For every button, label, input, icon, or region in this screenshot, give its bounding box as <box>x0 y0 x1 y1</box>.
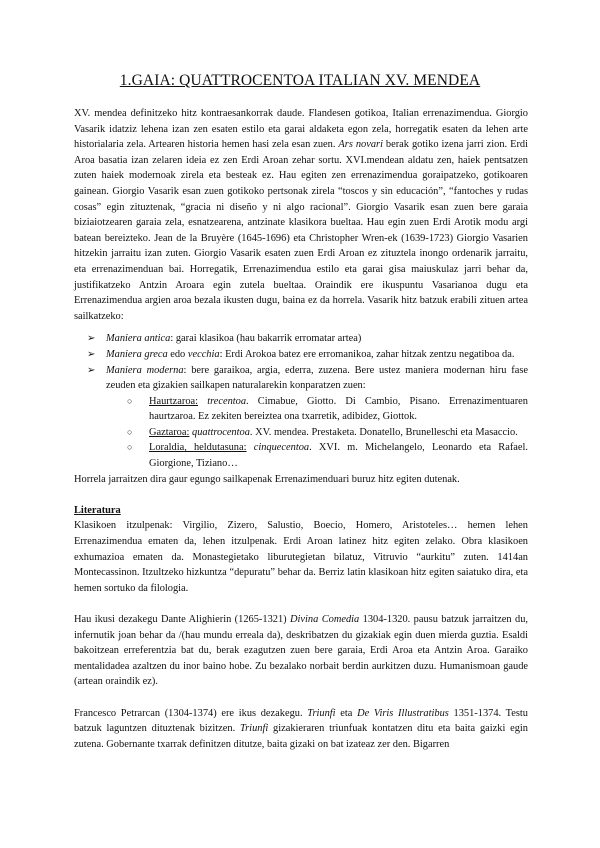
arrowhead-bullet-icon: ➢ <box>87 348 96 360</box>
sublist-item <box>127 394 528 425</box>
document-body <box>74 106 528 752</box>
de-viris-title: De Viris Illustratibus <box>357 707 449 719</box>
arrowhead-bullet-icon: ➢ <box>87 364 96 376</box>
section-heading-literatura: Literatura <box>74 504 121 516</box>
literatura-paragraph-3 <box>74 706 528 753</box>
maniera-list <box>74 331 528 471</box>
circle-bullet-icon: ○ <box>127 442 133 453</box>
phase-label: Haurtzaroa: <box>149 395 199 407</box>
page-title: 1.GAIA: QUATTROCENTOA ITALIAN XV. MENDEA <box>119 72 481 89</box>
phase-sublist <box>106 394 528 472</box>
triunfi-title: Triunfi <box>307 707 336 719</box>
maniera-moderna-term: Maniera moderna <box>106 364 184 376</box>
petrarca-connector: eta <box>335 707 358 719</box>
list-item <box>87 331 528 347</box>
intro-paragraph <box>74 106 528 324</box>
intro-text-2: berak gotiko izena jarri zion. Erdi Aroa basatia izan zelaren ideia ez zen Erdi Aroan zehar sortu. XVI.mendean aldatu zen, haiek pentsatzen zuten haiek modernoak zirela eta besteak ez. Hau egiten zen errenazimendua goraipatzeko, gotikoaren gainean. Giorgio Vasarik esan zuen gotikoko pertsonak zirela “toscos y sin educación”, “fantoches y rudas cosas” egin zituztenak, “gracia ni diseño y ni algo racional”. Giorgio Vasarik esan zuen bere garaia biziaiotzearen garaia zela, esnatzearena, antzinate klasikora bueltaa. Hau egin zuen Erdi Arotik modu argi batean bereizteko. Jean de la Bruyère (1645-1696) eta Christopher Wren-ek (1639-1723) Giorgio Vasarien hitzekin jarraitu izan zuten. Giorgio Vasarik esaten zuen Erdi Aroan ez zituztela inongo ordenarik jarraitu, eta errenazimenduan bai. Horregatik, Errenazimendua estilo eta garai gisa maiuskulaz jarri behar da, justifikatzeko Antzin Aroara egin zutela bueltaa. Oraindik ere ikuspuntu Vasarianoa dugu eta Errenazimendua argien aroa bezala ikusten dugu, baina ez da horrela. Vasarik hitz batzuk erabili zituen artea sailkatzeko: <box>74 139 528 322</box>
dante-text-rest: 1304-1320. pausu batzuk jarraitzen du, infernutik joan behar da /(hau mundu erreala da), deskribatzen du gizakiak egin duen mierda guztia. Esaldi bakoitzean erreferentzia bat du, berak ezagutzen zuen bere garaia, Erdi Aroa eta Antzin Aroa. Garaiko mentalidadea azaltzen du inor baino hobe. Zu bezalako norbait berdin aurkitzen duzu. Humanismoan gaude (artean oraindik ez). <box>74 614 528 688</box>
sublist-item <box>127 425 528 441</box>
divina-comedia-title: Divina Comedia <box>290 614 360 625</box>
vecchia-term: vecchia <box>187 348 220 360</box>
arrowhead-bullet-icon: ➢ <box>87 333 96 345</box>
phase-label: Gaztaroa: <box>149 426 190 438</box>
phase-term: trecentoa <box>207 395 247 407</box>
maniera-antica-term: Maniera antica <box>106 333 171 345</box>
sublist-item <box>127 440 528 471</box>
phase-label: Loraldia, heldutasuna: <box>149 442 247 454</box>
maniera-greca-text: : Erdi Arokoa batez ere erromanikoa, zahar hitzak zentzu negatiboa da. <box>219 348 515 360</box>
circle-bullet-icon: ○ <box>127 426 133 437</box>
circle-bullet-icon: ○ <box>127 395 133 406</box>
phase-term: quattrocentoa <box>192 426 250 438</box>
phase-text: . XV. mendea. Prestaketa. Donatello, Brunelleschi eta Masaccio. <box>249 426 518 438</box>
after-list-paragraph: Horrela jarraitzen dira gaur egungo sailkapenak Errenazimenduari buruz hitz egiten dutenak. <box>74 473 460 485</box>
maniera-greca-connector: edo <box>167 348 188 360</box>
petrarca-text: Francesco Petrarcan (1304-1374) ere ikus dezakegu. <box>74 707 308 719</box>
maniera-antica-text: : garai klasikoa (hau bakarrik erromatar artea) <box>170 333 362 345</box>
intro-text-1: XV. mendea definitzeko hitz kontraesankorrak daude. Flandesen gotikoa, Italian errenazimendua. Giorgio Vasarik idatziz lehena izan zen esaten estilo eta garai aldaketa egon zela, horregatik esaten da lehen arte historialaria zela. Artearen historia hemen hasi zela esan zuen. <box>74 108 528 151</box>
intro-ars-novari: Ars novari <box>338 139 383 151</box>
phase-text: . Cimabue, Giotto. Di Cambio, Pisano. Errenazimentuaren haurtzaroa. Ez zekiten bereiztea ona txarretik, adibidez, Giottok. <box>149 395 528 423</box>
phase-text: . XVI. m. Michelangelo, Leonardo eta Rafael. Giorgione, Tiziano… <box>149 442 528 470</box>
triunfi-title: Triunfi <box>239 723 269 735</box>
list-item <box>87 363 528 472</box>
list-item <box>87 347 528 363</box>
maniera-greca-term: Maniera greca <box>106 348 168 360</box>
dante-text: Hau ikusi dezakegu Dante Alighierin (1265-1321) <box>74 614 291 625</box>
maniera-moderna-text: : bere garaikoa, argia, ederra, zuzena. Bere ustez maniera modernan hiru fase zeuden eta gizakien sailkapen naturalarekin konparatzen zuen: <box>106 364 528 392</box>
petrarca-text-rest: gizakieraren triunfuak kontatzen ditu eta baita gaizki egin zutena. Gobernante txarrak definitzen ditutze, baita gizaki on bat izateaz zer den. Bigarren <box>74 723 528 750</box>
literatura-paragraph-2 <box>74 612 528 690</box>
petrarca-text-mid: 1351-1374. Testu batzuk laguntzen dituztenak bizitzen. <box>74 707 528 735</box>
literatura-paragraph-1: Klasikoen itzulpenak: Virgilio, Zizero, Salustio, Boecio, Homero, Aristoteles… hemen lehen Errenazimendua ematen da, lehen itzulpenak. Erdi Aroan latinez hitz egiten zelako. Obra klasikoen exhumazioa ematen da. Monastegietako liburutegietan bilatuz, Vitruvio “aurkitu” zuten. 1414an Montecassinon. Itzultzeko hizkuntza “depuratu” behar da. Berriz latin klasikoan hitz egiten saiatuko dira, eta hemen sortuko da filologia. <box>74 520 528 594</box>
phase-term: cinquecentoa <box>253 442 310 454</box>
